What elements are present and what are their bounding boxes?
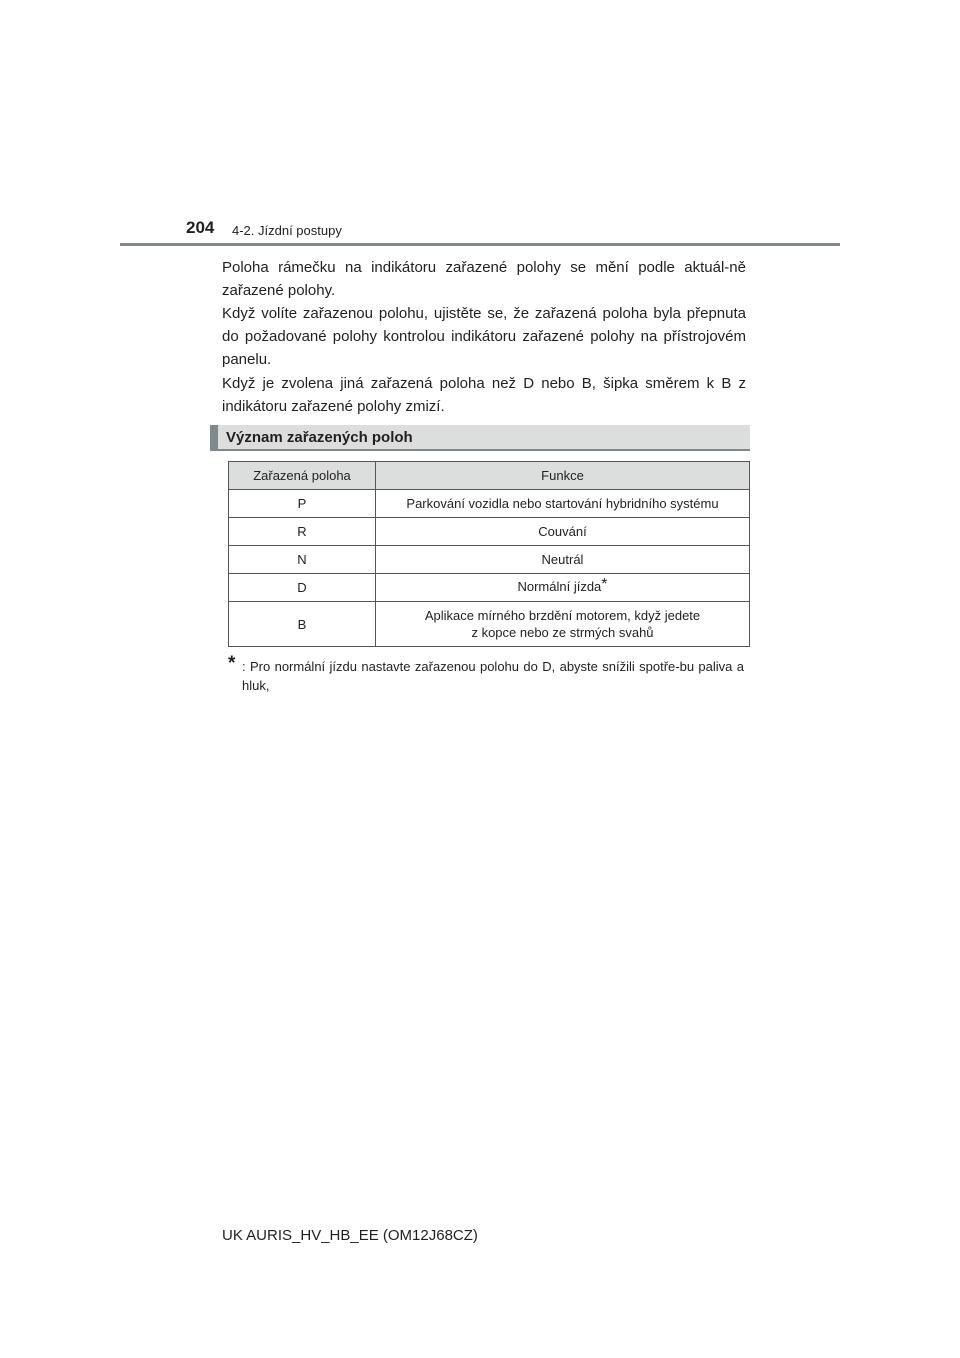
table-cell-function — [376, 602, 750, 647]
footnote-text: : Pro normální jízdu nastavte zařazenou polohu do D, abyste snížili spotře-bu paliva a hluk, — [242, 659, 744, 693]
table-row — [229, 546, 750, 574]
table-cell-function — [376, 574, 750, 602]
function-line-1: Aplikace mírného brzdění motorem, když jedete — [424, 608, 701, 623]
table-cell-position: D — [229, 574, 376, 602]
subheading-bar — [210, 425, 750, 451]
subheading-title: Význam zařazených poloh — [226, 429, 413, 446]
table-cell-function: Couvání — [376, 518, 750, 546]
table-cell-position: R — [229, 518, 376, 546]
paragraph-frame-position: Poloha rámečku na indikátoru zařazené polohy se mění podle aktuál-ně zařazené polohy. — [222, 259, 746, 299]
table-cell-function: Neutrál — [376, 546, 750, 574]
table-header-position: Zařazená poloha — [229, 462, 376, 490]
shift-position-table — [228, 461, 750, 647]
table-cell-function: Parkování vozidla nebo startování hybridního systému — [376, 490, 750, 518]
table-row — [229, 490, 750, 518]
function-text: Normální jízda — [517, 578, 602, 594]
table-row — [229, 602, 750, 647]
page-number: 204 — [186, 218, 215, 237]
footnote — [228, 653, 744, 695]
table-header-row — [229, 462, 750, 490]
footnote-star: * — [228, 653, 236, 674]
footnote-mark: * — [601, 575, 608, 593]
table-cell-position: B — [229, 602, 376, 647]
section-title: 4-2. Jízdní postupy — [232, 223, 342, 238]
function-line-2: z kopce nebo ze strmých svahů — [471, 625, 654, 640]
table-cell-position: P — [229, 490, 376, 518]
table-header-function: Funkce — [376, 462, 750, 490]
table-row — [229, 574, 750, 602]
paragraph-arrow-disappears: Když je zvolena jiná zařazená poloha než D nebo B, šipka směrem k B z indikátoru zařazené polohy zmizí. — [222, 375, 746, 415]
paragraph-verify-position: Když volíte zařazenou polohu, ujistěte se, že zařazená poloha byla přepnuta do požadované polohy kontrolou indikátoru zařazené polohy na přístrojovém panelu. — [222, 305, 746, 368]
document-code-footer: UK AURIS_HV_HB_EE (OM12J68CZ) — [222, 1227, 478, 1244]
table-row — [229, 518, 750, 546]
table-cell-position: N — [229, 546, 376, 574]
header-divider — [120, 243, 840, 246]
